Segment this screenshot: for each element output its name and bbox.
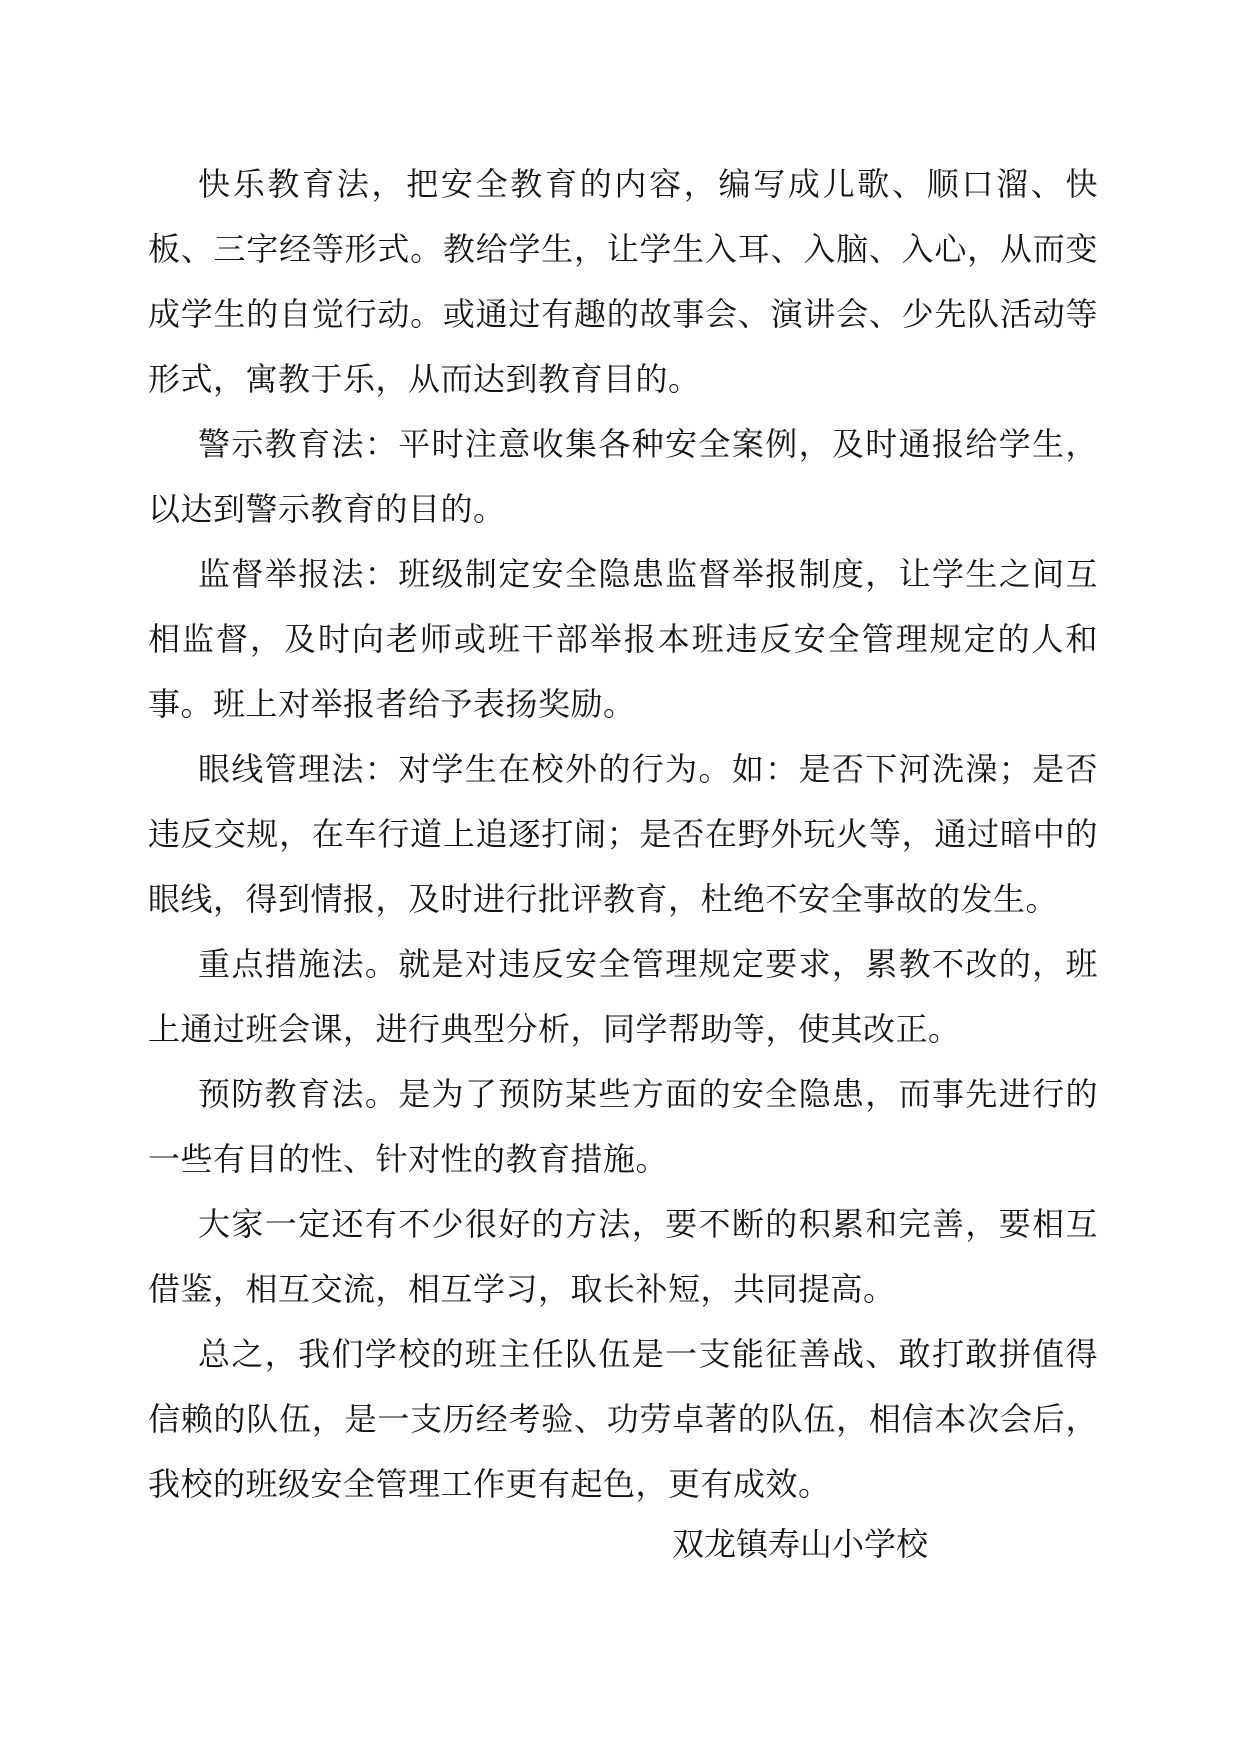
document-body [148, 152, 1098, 1517]
paragraph-more-methods: 大家一定还有不少很好的方法，要不断的积累和完善，要相互借鉴，相互交流，相互学习，取长补短，共同提高。 [148, 1205, 1098, 1308]
paragraph-warning-education: 警示教育法：平时注意收集各种安全案例，及时通报给学生，以达到警示教育的目的。 [148, 425, 1098, 528]
signature-school-name: 双龙镇寿山小学校 [672, 1525, 929, 1563]
paragraph-informant-management: 眼线管理法：对学生在校外的行为。如：是否下河洗澡；是否违反交规，在车行道上追逐打闹；是否在野外玩火等，通过暗中的眼线，得到情报，及时进行批评教育，杜绝不安全事故的发生。 [148, 750, 1098, 918]
paragraph-conclusion: 总之，我们学校的班主任队伍是一支能征善战、敢打敢拼值得信赖的队伍，是一支历经考验、功劳卓著的队伍，相信本次会后，我校的班级安全管理工作更有起色，更有成效。 [148, 1335, 1098, 1503]
paragraph-happy-education: 快乐教育法，把安全教育的内容，编写成儿歌、顺口溜、快板、三字经等形式。教给学生，让学生入耳、入脑、入心，从而变成学生的自觉行动。或通过有趣的故事会、演讲会、少先队活动等形式，寓教于乐，从而达到教育目的。 [148, 165, 1098, 398]
paragraph-key-measures: 重点措施法。就是对违反安全管理规定要求，累教不改的，班上通过班会课，进行典型分析，同学帮助等，使其改正。 [148, 945, 1098, 1048]
paragraph-prevention-education: 预防教育法。是为了预防某些方面的安全隐患，而事先进行的一些有目的性、针对性的教育措施。 [148, 1075, 1098, 1178]
paragraph-supervision-report: 监督举报法：班级制定安全隐患监督举报制度，让学生之间互相监督，及时向老师或班干部举报本班违反安全管理规定的人和事。班上对举报者给予表扬奖励。 [148, 555, 1098, 723]
